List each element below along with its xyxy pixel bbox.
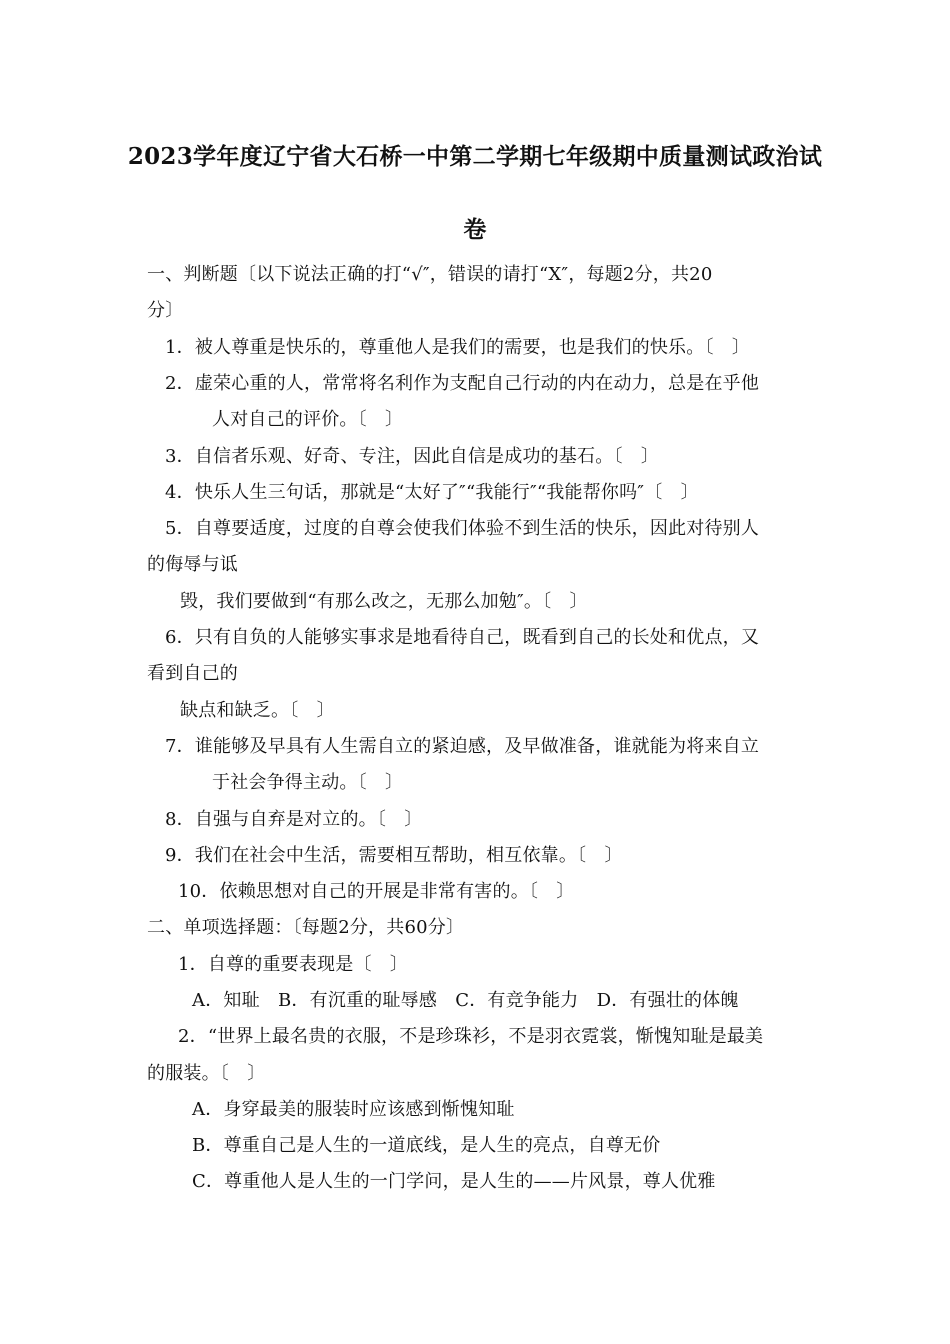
question-1-2: 2．虚荣心重的人，常常将名利作为支配自己行动的内在动力，总是在乎他	[165, 373, 760, 394]
question-1-10: 10．依赖思想对自己的开展是非常有害的。〔 〕	[178, 881, 575, 902]
question-1-1: 1．被人尊重是快乐的，尊重他人是我们的需要，也是我们的快乐。〔 〕	[165, 337, 751, 358]
question-2-2-continued: 的服装。〔 〕	[147, 1063, 266, 1084]
question-2-2-option-b: B．尊重自己是人生的一道底线，是人生的亮点，自尊无价	[192, 1135, 661, 1156]
question-1-7-continued: 于社会争得主动。〔 〕	[212, 772, 404, 793]
question-1-7: 7．谁能够及早具有人生需自立的紧迫感，及早做准备，谁就能为将来自立	[165, 736, 760, 757]
question-2-2-option-a: A．身穿最美的服装时应该感到惭愧知耻	[192, 1099, 515, 1120]
question-1-5-continued: 的侮辱与诋	[147, 554, 238, 575]
question-1-6-continued-2: 缺点和缺乏。〔 〕	[180, 700, 335, 721]
question-1-2-continued: 人对自己的评价。〔 〕	[212, 409, 404, 430]
question-2-2: 2．“世界上最名贵的衣服，不是珍珠衫，不是羽衣霓裳，惭愧知耻是最美	[178, 1026, 764, 1047]
question-1-5-continued-2: 毁，我们要做到“有那么改之，无那么加勉″。〔 〕	[180, 591, 588, 612]
document-title-line-2: 卷	[463, 216, 487, 243]
question-2-2-option-c: C．尊重他人是人生的一门学问，是人生的——片风景，尊人优雅	[192, 1171, 716, 1192]
question-1-6: 6．只有自负的人能够实事求是地看待自己，既看到自己的长处和优点，又	[165, 627, 760, 648]
question-1-3: 3．自信者乐观、好奇、专注，因此自信是成功的基石。〔 〕	[165, 446, 660, 467]
document-title-line-1: 2023学年度辽宁省大石桥一中第二学期七年级期中质量测试政治试	[127, 143, 823, 170]
section-1-heading-continued: 分〕	[147, 300, 184, 321]
question-2-1-options: A．知耻 B．有沉重的耻辱感 C．有竞争能力 D．有强壮的体魄	[192, 990, 739, 1011]
question-1-9: 9．我们在社会中生活，需要相互帮助，相互依靠。〔 〕	[165, 845, 623, 866]
question-2-1: 1．自尊的重要表现是〔 〕	[178, 954, 409, 975]
section-2-heading: 二、单项选择题：〔每题2分，共60分〕	[147, 917, 465, 938]
question-1-5: 5．自尊要适度，过度的自尊会使我们体验不到生活的快乐，因此对待别人	[165, 518, 760, 539]
question-1-6-continued: 看到自己的	[147, 663, 238, 684]
question-1-8: 8．自强与自弃是对立的。〔 〕	[165, 809, 423, 830]
question-1-4: 4．快乐人生三句话，那就是“太好了″“我能行″“我能帮你吗″〔 〕	[165, 482, 699, 503]
section-1-heading: 一、判断题〔以下说法正确的打“√″，错误的请打“X″，每题2分，共20	[147, 264, 713, 285]
